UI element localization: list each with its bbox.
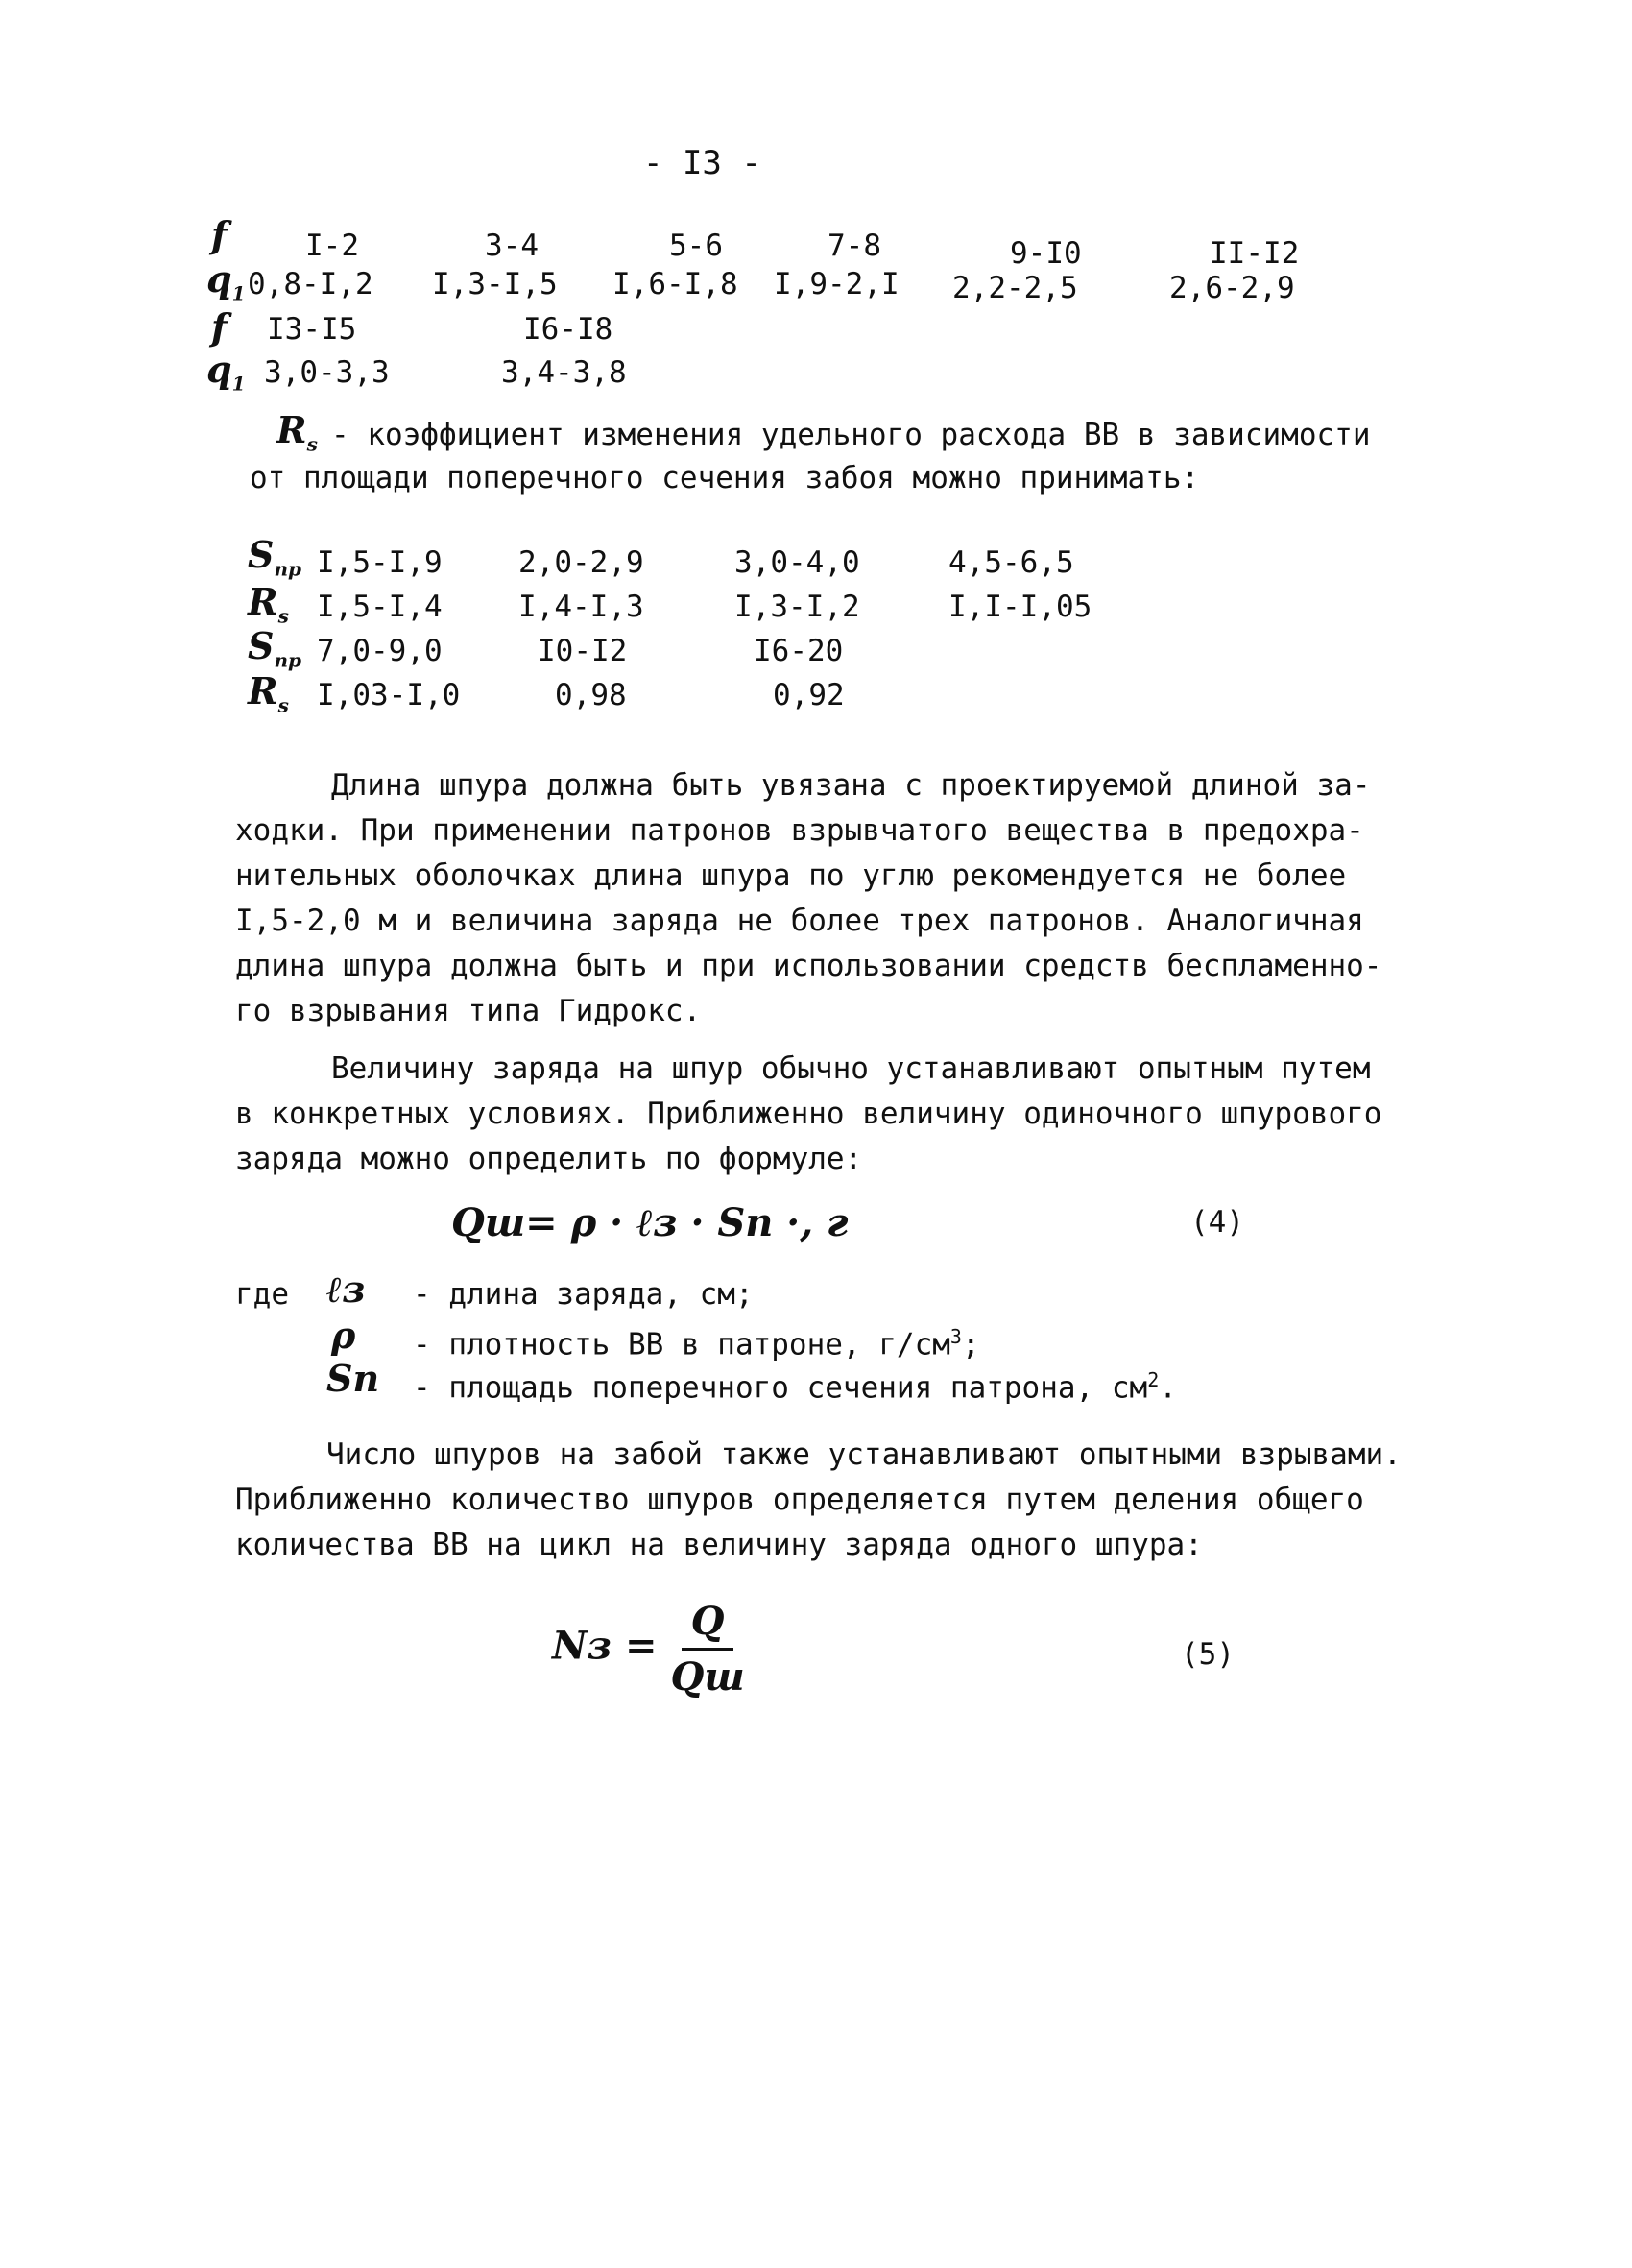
legend-text: - площадь поперечного сечения патрона, $см^2$. (413, 1368, 1177, 1406)
table-cell: I-2 (305, 229, 359, 263)
paragraph-line: в конкретных условиях. Приближенно величину одиночного шпурового (235, 1097, 1382, 1131)
row-label-f: f (211, 213, 228, 256)
table-cell: 3-4 (485, 229, 539, 263)
paragraph-line: Длина шпура должна быть увязана с проектируемой длиной за- (331, 768, 1371, 803)
text-line: от площади поперечного сечения забоя можно принимать: (250, 461, 1200, 495)
table-cell: I,3-I,5 (432, 267, 558, 302)
table-cell: 0,8-I,2 (248, 267, 373, 302)
table-cell: I,5-I,4 (317, 590, 443, 624)
table-cell: 3,4-3,8 (501, 355, 627, 390)
table-cell: I0-I2 (538, 634, 628, 668)
table-cell: I,I-I,05 (948, 590, 1092, 624)
rs-symbol: $R_s$ (276, 408, 318, 456)
table-cell: 5-6 (669, 229, 723, 263)
table-cell: I,6-I,8 (612, 267, 738, 302)
table-cell: I3-I5 (267, 312, 357, 347)
fraction-denominator: Qш (670, 1654, 745, 1700)
row-label-f: f (211, 305, 228, 349)
paragraph-line: нительных оболочках длина шпура по углю рекомендуется не более (235, 858, 1347, 893)
row-label-rs: $R_s$ (248, 580, 289, 628)
legend-text: - плотность ВВ в патроне, $г/см^3$; (413, 1325, 980, 1363)
paragraph-line: заряда можно определить по формуле: (235, 1142, 863, 1176)
paragraph-line: количества ВВ на цикл на величину заряда одного шпура: (235, 1528, 1203, 1562)
table-cell: 3,0-3,3 (264, 355, 390, 390)
table-cell: I,3-I,2 (734, 590, 860, 624)
legend-symbol: ρ (331, 1314, 356, 1357)
paragraph-line: Число шпуров на забой также устанавливают опытными взрывами. (326, 1437, 1402, 1472)
text-line: - коэффициент изменения удельного расхода ВВ в зависимости (331, 418, 1371, 452)
table-cell: 2,2-2,5 (952, 271, 1078, 305)
table-cell: I,4-I,3 (518, 590, 644, 624)
paragraph-line: I,5-2,0 м и величина заряда не более трех патронов. Аналогичная (235, 904, 1364, 938)
row-label-snp: $S_{пр}$ (248, 533, 301, 581)
where-word: где (235, 1277, 289, 1312)
formula-charge: Qш= ρ · ℓз · Sп ·, г (451, 1200, 849, 1245)
formula-hole-count (552, 1599, 745, 1700)
legend-text: - длина заряда, см; (413, 1277, 754, 1312)
table-cell: 9-I0 (1010, 236, 1082, 271)
table-cell: 7,0-9,0 (317, 634, 443, 668)
table-cell: 7-8 (828, 229, 881, 263)
paragraph-line: Приближенно количество шпуров определяется путем деления общего (235, 1483, 1364, 1517)
table-cell: 4,5-6,5 (948, 545, 1074, 580)
page-number: - I3 - (643, 144, 761, 182)
row-label-snp: $S_{пр}$ (248, 624, 301, 672)
table-cell: I6-20 (754, 634, 844, 668)
fraction-numerator: Q (682, 1599, 734, 1651)
table-cell: 3,0-4,0 (734, 545, 860, 580)
table-cell: II-I2 (1210, 236, 1300, 271)
formula-number: (5) (1181, 1637, 1235, 1672)
formula-fraction (670, 1599, 744, 1700)
table-cell: 0,98 (555, 678, 627, 712)
table-cell: I,03-I,0 (317, 678, 461, 712)
row-label-rs: $R_s$ (248, 669, 289, 717)
row-label-q1: $q_1$ (206, 257, 246, 305)
paragraph-line: длина шпура должна быть и при использовании средств беспламенно- (235, 949, 1382, 983)
legend-symbol: Sп (326, 1357, 380, 1400)
table-cell: I,5-I,9 (317, 545, 443, 580)
paragraph-line: го взрывания типа Гидрокс. (235, 994, 702, 1028)
row-label-q1: $q_1$ (206, 348, 246, 396)
table-cell: I,9-2,I (774, 267, 900, 302)
formula-lhs: Nз = (552, 1623, 658, 1669)
paragraph-line: ходки. При применении патронов взрывчатого вещества в предохра- (235, 813, 1364, 848)
formula-number: (4) (1190, 1205, 1244, 1240)
paragraph-line: Величину заряда на шпур обычно устанавливают опытным путем (331, 1051, 1371, 1086)
table-cell: 2,0-2,9 (518, 545, 644, 580)
table-cell: 0,92 (773, 678, 845, 712)
legend-symbol: ℓз (326, 1267, 366, 1311)
table-cell: I6-I8 (523, 312, 613, 347)
table-cell: 2,6-2,9 (1169, 271, 1295, 305)
